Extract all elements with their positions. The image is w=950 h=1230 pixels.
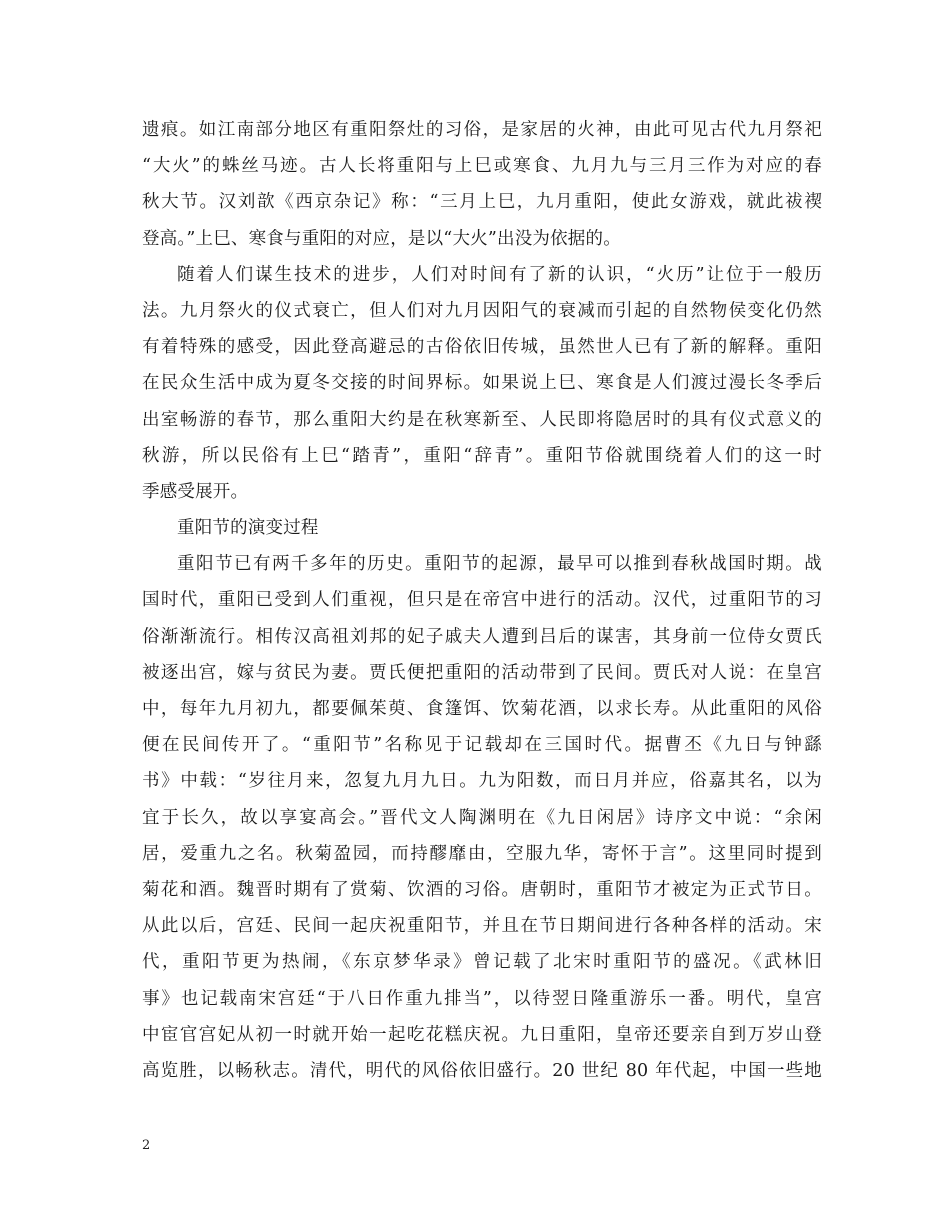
page-number: 2 [142, 1138, 151, 1153]
text-line: “大火”的蛛丝马迹。古人长将重阳与上巳或寒食、九月九与三月三作为对应的春 [142, 156, 822, 177]
text-line: 从此以后，宫廷、民间一起庆祝重阳节，并且在节日期间进行各种各样的活动。宋 [142, 916, 822, 937]
text-line: 中宦官宫妃从初一时就开始一起吃花糕庆祝。九日重阳，皇帝还要亲自到万岁山登 [142, 1024, 822, 1045]
text-line: 俗渐渐流行。相传汉高祖刘邦的妃子戚夫人遭到吕后的谋害，其身前一位侍女贾氏 [142, 626, 822, 647]
text-line: 遗痕。如江南部分地区有重阳祭灶的习俗，是家居的火神，由此可见古代九月祭祀 [142, 120, 822, 140]
text-line: 被逐出宫，嫁与贫民为妻。贾氏便把重阳的活动带到了民间。贾氏对人说：在皇宫 [142, 662, 822, 683]
text-line: 书》中载：“岁往月来，忽复九月九日。九为阳数，而日月并应，俗嘉其名，以为 [142, 771, 822, 792]
text-line: 登高。”上巳、寒食与重阳的对应，是以“大火”出没为依据的。 [142, 228, 621, 249]
text-line: 在民众生活中成为夏冬交接的时间界标。如果说上巳、寒食是人们渡过漫长冬季后 [142, 373, 822, 394]
text-line: 重阳节已有两千多年的历史。重阳节的起源，最早可以推到春秋战国时期。战 [177, 554, 822, 575]
text-line: 法。九月祭火的仪式衰亡，但人们对九月因阳气的衰减而引起的自然物侯变化仍然 [142, 300, 822, 321]
text-line: 代，重阳节更为热闹，《东京梦华录》曾记载了北宋时重阳节的盛况。《武林旧 [142, 952, 822, 973]
text-line: 菊花和酒。魏晋时期有了赏菊、饮酒的习俗。唐朝时，重阳节才被定为正式节日。 [142, 879, 822, 900]
text-line: 秋游，所以民俗有上巳“踏青”，重阳“辞青”。重阳节俗就围绕着人们的这一时 [142, 445, 822, 466]
text-line: 季感受展开。 [142, 481, 249, 502]
text-line: 居，爱重九之名。秋菊盈园，而持醪靡由，空服九华，寄怀于言”。这里同时提到 [142, 843, 822, 864]
text-line: 出室畅游的春节，那么重阳大约是在秋寒新至、人民即将隐居时的具有仪式意义的 [142, 409, 822, 430]
document-body [142, 112, 822, 1089]
text-line: 高览胜，以畅秋志。清代，明代的风俗依旧盛行。20 世纪 80 年代起，中国一些地 [142, 1060, 822, 1081]
text-line: 随着人们谋生技术的进步，人们对时间有了新的认识，“火历”让位于一般历 [177, 264, 822, 285]
text-line: 秋大节。汉刘歆《西京杂记》称：“三月上巳，九月重阳，使此女游戏，就此祓禊 [142, 192, 822, 213]
text-line: 事》也记载南宋宫廷“于八日作重九排当”，以待翌日隆重游乐一番。明代，皇宫 [142, 988, 822, 1009]
text-line: 宜于长久，故以享宴高会。”晋代文人陶渊明在《九日闲居》诗序文中说：“余闲 [142, 807, 822, 828]
text-line: 中，每年九月初九，都要佩茱萸、食篷饵、饮菊花酒，以求长寿。从此重阳的风俗 [142, 699, 822, 719]
text-line: 国时代，重阳已受到人们重视，但只是在帝宫中进行的活动。汉代，过重阳节的习 [142, 590, 822, 611]
text-line: 有着特殊的感受，因此登高避忌的古俗依旧传城，虽然世人已有了新的解释。重阳 [142, 337, 822, 358]
text-line: 重阳节的演变过程 [177, 518, 319, 539]
text-line: 便在民间传开了。“重阳节”名称见于记载却在三国时代。据曹丕《九日与钟繇 [142, 735, 822, 756]
